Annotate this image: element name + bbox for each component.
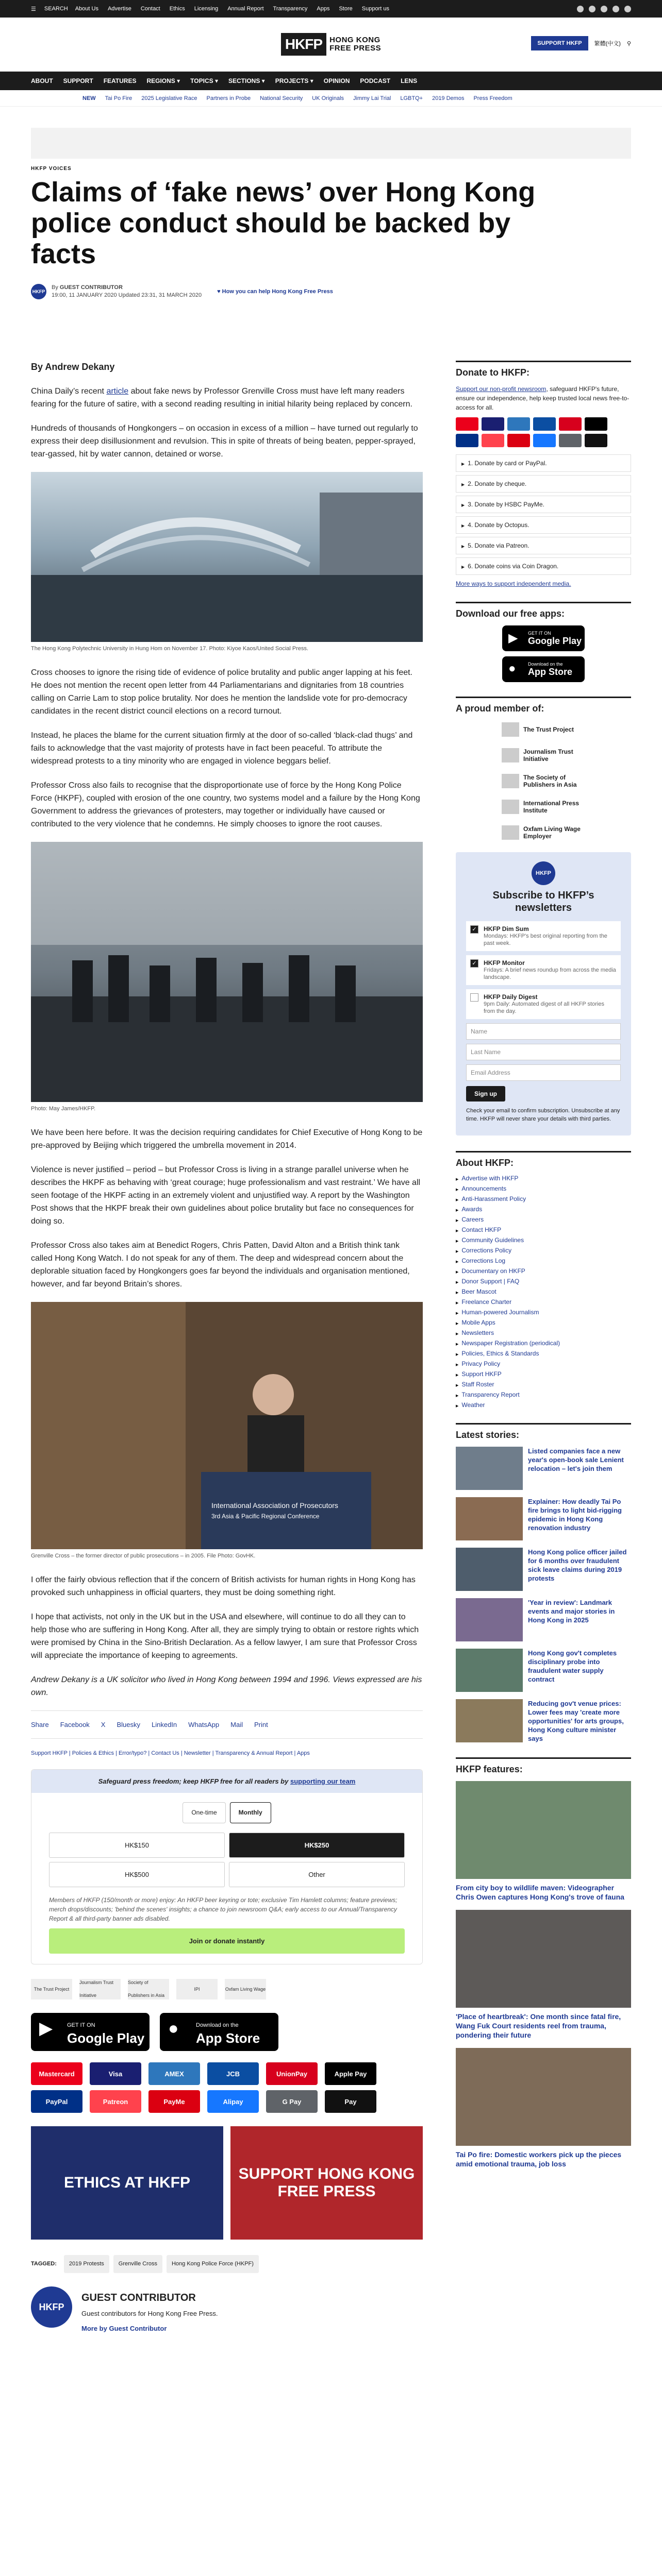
- gp-big: Google Play: [67, 2030, 145, 2046]
- member-logo-mark-icon: [502, 774, 519, 788]
- more-ways-link[interactable]: More ways to support independent media.: [456, 580, 571, 587]
- monthly-option[interactable]: Monthly: [230, 1802, 271, 1823]
- feature-story[interactable]: [456, 1781, 631, 1902]
- payment-payme-icon: PayMe: [148, 2090, 200, 2113]
- about-link-support-hkfp[interactable]: ▶ Support HKFP: [456, 1370, 631, 1378]
- paragraph-5: Professor Cross also fails to recognise that the disproportionate use of force by the Hong Kong Police Force (HKPF), coupled with erosion of the one country, two systems model and a failure by the Hong Kong Government to address the grievances of protesters, may together or individually have caused or contributed to the very violence that he condemns. He simply chooses to ignore the root causes.: [31, 781, 420, 828]
- paragraph-9: I offer the fairly obvious reflection that if the concern of British activists for human rights in Hong Kong has provoked such unhappiness in official quarters, they must be doing something right.: [31, 1575, 416, 1597]
- feature-story-image[interactable]: [456, 1910, 631, 2008]
- riot-police-scene-icon: [31, 842, 423, 1102]
- sidebar-google-play-button[interactable]: [502, 625, 585, 651]
- author-disclaimer: Andrew Dekany is a UK solicitor who lived in Hong Kong between 1994 and 1996. Views expressed are his own.: [31, 1675, 422, 1697]
- conference-speaker-icon: [31, 1302, 423, 1549]
- apple-icon: ●: [168, 2019, 179, 2038]
- amount-250[interactable]: HK$250: [229, 1833, 405, 1858]
- nav-item-sections[interactable]: SECTIONS ▾: [228, 77, 265, 84]
- social-icons: [577, 6, 631, 12]
- nav-item-projects[interactable]: PROJECTS ▾: [275, 77, 313, 84]
- about-link-contact-hkfp[interactable]: ▶ Contact HKFP: [456, 1226, 631, 1233]
- latest-story-thumbnail[interactable]: [456, 1497, 523, 1540]
- nav-item-about[interactable]: ABOUT: [31, 77, 53, 84]
- latest-story-thumbnail[interactable]: [456, 1447, 523, 1490]
- play-icon: ▶: [39, 2019, 53, 2038]
- latest-story-title[interactable]: Explainer: How deadly Tai Po fire brings to light bid-rigging epidemic in Hong Kong renovation industry: [528, 1498, 622, 1532]
- amount-other[interactable]: Other: [229, 1862, 405, 1887]
- utility-link-about-us[interactable]: About Us: [75, 6, 98, 12]
- payment-unionpay-icon: UnionPay: [266, 2062, 318, 2085]
- by-label: By: [52, 284, 58, 291]
- author-card-avatar[interactable]: HKFP: [31, 2286, 72, 2328]
- article-photo-2: [31, 842, 423, 1102]
- amount-options: [31, 1833, 422, 1887]
- member-logos: [456, 720, 631, 842]
- trending-press-freedom[interactable]: Press Freedom: [473, 95, 512, 101]
- member-name: The Society of Publishers in Asia: [523, 774, 577, 788]
- about-link-community-guidelines[interactable]: ▶ Community Guidelines: [456, 1236, 631, 1244]
- mini-payme-icon: [507, 434, 530, 447]
- member-heading: A proud member of:: [456, 697, 631, 714]
- member-the-trust-project[interactable]: [456, 720, 631, 739]
- svg-text:International Association of P: International Association of Prosecutors: [211, 1501, 338, 1510]
- help-hkfp-link[interactable]: ♥ How you can help Hong Kong Free Press: [217, 289, 333, 295]
- ethics-promo[interactable]: ETHICS AT HKFP: [31, 2126, 223, 2240]
- water-cannon-scene-icon: [31, 472, 423, 642]
- donate-option-5[interactable]: ▶ 5. Donate via Patreon.: [456, 537, 631, 554]
- payment-alipay-icon: Alipay: [207, 2090, 259, 2113]
- hkfp-badge: HKFP: [532, 861, 555, 885]
- trending-2019-demos[interactable]: 2019 Demos: [432, 95, 465, 101]
- p1-text-a: China Daily’s recent: [31, 387, 107, 396]
- about-link-careers[interactable]: ▶ Careers: [456, 1216, 631, 1223]
- newsletter-signup: [456, 852, 631, 1136]
- paragraph-4: Instead, he places the blame for the current situation firmly at the door of so-called ‘black-clad thugs’ and fails to acknowledge that the vast majority of protests have in fact been peaceful. To attribute the widespread protests to a tiny minority who are engaged in violence beggars belief.: [31, 731, 413, 766]
- svg-text:3rd Asia & Pacific Regional Co: 3rd Asia & Pacific Regional Conference: [211, 1513, 320, 1520]
- logo-line-1: HONG KONG: [329, 36, 380, 44]
- newsletter-name: HKFP Daily Digest: [484, 993, 538, 1001]
- newsletter-name: HKFP Monitor: [484, 959, 525, 967]
- latest-story-title[interactable]: 'Year in review': Landmark events and major stories in Hong Kong in 2025: [528, 1599, 615, 1624]
- latest-story[interactable]: [456, 1548, 631, 1591]
- utility-links: [75, 6, 389, 12]
- sas-big: App Store: [528, 666, 573, 677]
- about-heading: About HKFP:: [456, 1151, 631, 1168]
- payment-mastercard-icon: Mastercard: [31, 2062, 82, 2085]
- paragraph-2: Hundreds of thousands of Hongkongers – on occasion in excess of a million – have turned out regularly to express their deep disillusionment and revulsion. This in spite of threats of being beaten, pepper-sprayed, tear-gassed, hit by water cannon, detained or worse.: [31, 424, 418, 459]
- payment-g-pay-icon: G Pay: [266, 2090, 318, 2113]
- support-promo[interactable]: SUPPORT HONG KONG FREE PRESS: [230, 2126, 423, 2240]
- share-x[interactable]: X: [101, 1721, 106, 1728]
- donate-options: [456, 454, 631, 575]
- paragraph-6: We have been here before. It was the decision requiring candidates for Chief Executive of Hong Kong to be pre-approved by Beijing which triggered the umbrella movement in 2014.: [31, 1128, 423, 1150]
- subscribe-fine-print: Check your email to confirm subscription. Unsubscribe at any time. HKFP will never share your details with third parties.: [466, 1108, 620, 1122]
- member-logo-mark-icon: [502, 800, 519, 814]
- member-name: The Trust Project: [523, 726, 574, 733]
- donate-header-text: Safeguard press freedom; keep HKFP free for all readers by: [98, 1777, 290, 1785]
- search-link[interactable]: SEARCH: [44, 6, 68, 12]
- newsletter-text: [484, 925, 617, 947]
- mini-pay-icon: [585, 434, 607, 447]
- newsletter-desc: 9pm Daily: Automated digest of all HKFP stories from the day.: [484, 1001, 604, 1014]
- utility-link-annual-report[interactable]: Annual Report: [227, 6, 264, 12]
- trending-partners-in-probe[interactable]: Partners in Probe: [206, 95, 251, 101]
- one-time-option[interactable]: One-time: [183, 1802, 225, 1823]
- about-link-anti-harassment-policy[interactable]: ▶ Anti-Harassment Policy: [456, 1195, 631, 1202]
- about-link-mobile-apps[interactable]: ▶ Mobile Apps: [456, 1319, 631, 1326]
- about-link-beer-mascot[interactable]: ▶ Beer Mascot: [456, 1288, 631, 1295]
- utility-link-ethics[interactable]: Ethics: [169, 6, 185, 12]
- payment-visa-icon: Visa: [90, 2062, 141, 2085]
- non-profit-link[interactable]: Support our non-profit newsroom: [456, 385, 547, 393]
- youtube-icon[interactable]: [613, 6, 619, 12]
- paragraph-10: I hope that activists, not only in the UK but in the USA and elsewhere, will continue to do all they can to help those who are suffering in Hong Kong. After all, they are simply trying to obtain or restore rights which were promised by China in the Sino-British Declaration. As a fellow lawyer, I am sure that Professor Cross will appreciate the importance of keeping to agreements.: [31, 1613, 419, 1660]
- latest-story[interactable]: [456, 1447, 631, 1490]
- policy-links[interactable]: Support HKFP | Policies & Ethics | Error/typo? | Contact Us | Newsletter | Transparency & Annual Report | Apps: [31, 1750, 310, 1756]
- about-link-transparency-report[interactable]: ▶ Transparency Report: [456, 1391, 631, 1398]
- latest-story-thumbnail[interactable]: [456, 1548, 523, 1591]
- feature-story-title[interactable]: From city boy to wildlife maven: Videographer Chris Owen captures Hong Kong's trove of fauna: [456, 1884, 624, 1901]
- top-utility-bar: [0, 0, 662, 18]
- share-linkedin[interactable]: LinkedIn: [152, 1721, 177, 1728]
- author-avatar[interactable]: HKFP: [31, 284, 46, 299]
- nav-item-lens[interactable]: LENS: [401, 77, 418, 84]
- latest-story-title[interactable]: Listed companies face a new year's open-book sale Lenient relocation – let's join them: [528, 1447, 624, 1472]
- latest-story[interactable]: [456, 1699, 631, 1743]
- member-name: International Press Institute: [523, 800, 580, 814]
- donate-option-1[interactable]: ▶ 1. Donate by card or PayPal.: [456, 454, 631, 472]
- member-name: Oxfam Living Wage Employer: [523, 825, 581, 840]
- trending-national-security[interactable]: National Security: [260, 95, 303, 101]
- member-logo-mark-icon: [502, 748, 519, 762]
- trending-uk-originals[interactable]: UK Originals: [312, 95, 344, 101]
- about-link-awards[interactable]: ▶ Awards: [456, 1206, 631, 1213]
- member-name: Journalism Trust Initiative: [523, 748, 573, 762]
- utility-link-advertise[interactable]: Advertise: [107, 6, 131, 12]
- about-link-weather[interactable]: ▶ Weather: [456, 1401, 631, 1409]
- header-actions: [531, 36, 631, 50]
- section-label[interactable]: HKFP VOICES: [31, 166, 72, 172]
- newsletter-name: HKFP Dim Sum: [484, 925, 529, 933]
- menu-icon[interactable]: ☰: [31, 6, 36, 12]
- payment-jcb-icon: JCB: [207, 2062, 259, 2085]
- more-by-author-link[interactable]: More by Guest Contributor: [81, 2325, 167, 2332]
- partner-logos: [31, 1979, 423, 1999]
- nav-item-regions[interactable]: REGIONS ▾: [146, 77, 180, 84]
- partner-logo-oxfam-living-wage[interactable]: Oxfam Living Wage: [225, 1979, 266, 1999]
- feature-story[interactable]: [456, 1910, 631, 2040]
- about-link-staff-roster[interactable]: ▶ Staff Roster: [456, 1381, 631, 1388]
- about-link-policies-ethics-standards[interactable]: ▶ Policies, Ethics & Standards: [456, 1350, 631, 1357]
- latest-story[interactable]: [456, 1497, 631, 1540]
- site-header: [0, 18, 662, 72]
- tags-label: TAGGED:: [31, 2261, 57, 2267]
- newsletter-checkbox[interactable]: ✓: [470, 959, 478, 968]
- share-facebook[interactable]: Facebook: [60, 1721, 90, 1728]
- about-link-human-powered-journalism[interactable]: ▶ Human-powered Journalism: [456, 1309, 631, 1316]
- feature-stories: [456, 1781, 631, 2168]
- tag-grenville-cross[interactable]: Grenville Cross: [113, 2255, 162, 2273]
- payment-patreon-icon: Patreon: [90, 2090, 141, 2113]
- p1-text-b: about fake news by Professor Grenville Cross must have left many readers fearing for the future of satire, with a second reading resulting in initial hilarity being replaced by concern.: [31, 387, 412, 409]
- amount-500[interactable]: HK$500: [49, 1862, 225, 1887]
- newsletter-options: [466, 921, 621, 1019]
- donate-option-6[interactable]: ▶ 6. Donate coins via Coin Dragon.: [456, 557, 631, 575]
- gp-small: GET IT ON: [67, 2022, 95, 2028]
- donate-lead-text: , safeguard HKFP's future, ensure our independence, help keep trusted local news free-to-access for all.: [456, 385, 630, 411]
- trending-lgbtq[interactable]: LGBTQ+: [400, 95, 423, 101]
- utility-link-apps[interactable]: Apps: [317, 6, 330, 12]
- member-logo-mark-icon: [502, 825, 519, 840]
- mini-jcb-icon: [533, 417, 556, 431]
- article-body: [31, 361, 423, 2335]
- latest-stories: [456, 1447, 631, 1743]
- newsletter-text: [484, 993, 617, 1015]
- about-link-corrections-policy[interactable]: ▶ Corrections Policy: [456, 1247, 631, 1254]
- payment-methods: [31, 2062, 423, 2113]
- about-link-corrections-log[interactable]: ▶ Corrections Log: [456, 1257, 631, 1264]
- amount-150[interactable]: HK$150: [49, 1833, 225, 1858]
- logo-line-2: FREE PRESS: [329, 44, 382, 53]
- play-icon: ▶: [508, 631, 518, 645]
- donate-option-4[interactable]: ▶ 4. Donate by Octopus.: [456, 516, 631, 534]
- language-switch[interactable]: 繁體(中文): [594, 41, 621, 47]
- nav-item-opinion[interactable]: OPINION: [323, 77, 350, 84]
- as-big: App Store: [196, 2030, 260, 2046]
- byline-meta: [52, 284, 202, 299]
- promo-banners: [31, 2126, 423, 2240]
- about-link-advertise-with-hkfp[interactable]: ▶ Advertise with HKFP: [456, 1175, 631, 1182]
- latest-story[interactable]: [456, 1649, 631, 1692]
- feature-story-image[interactable]: [456, 1781, 631, 1879]
- share-bluesky[interactable]: Bluesky: [117, 1721, 140, 1728]
- payment-pay-icon: Pay: [325, 2090, 376, 2113]
- latest-story-thumbnail[interactable]: [456, 1649, 523, 1692]
- ad-banner[interactable]: [31, 128, 631, 159]
- sgp-small: GET IT ON: [528, 630, 551, 636]
- sign-up-button[interactable]: Sign up: [466, 1086, 505, 1101]
- donate-heading: Donate to HKFP:: [456, 361, 631, 378]
- nav-item-support[interactable]: SUPPORT: [63, 77, 93, 84]
- latest-story-thumbnail[interactable]: [456, 1699, 523, 1742]
- utility-link-support-us[interactable]: Support us: [361, 6, 389, 12]
- logo-text: [329, 36, 381, 53]
- author-link[interactable]: GUEST CONTRIBUTOR: [59, 284, 123, 291]
- latest-story-thumbnail[interactable]: [456, 1598, 523, 1641]
- article-header: [31, 166, 631, 299]
- share-bar: [31, 1710, 423, 1739]
- feature-story-title[interactable]: Tai Po fire: Domestic workers pick up the pieces amid emotional trauma, job loss: [456, 2150, 622, 2168]
- share-mail[interactable]: Mail: [230, 1721, 243, 1728]
- last-name-input[interactable]: Last Name: [466, 1044, 621, 1060]
- latest-story-title[interactable]: Reducing gov't venue prices: Lower fees may 'create more opportunities' for arts groups, Hong Kong culture minister says: [528, 1700, 624, 1742]
- share-share[interactable]: Share: [31, 1721, 49, 1728]
- about-link-newspaper-registration-periodical[interactable]: ▶ Newspaper Registration (periodical): [456, 1340, 631, 1347]
- member-journalism-trust-initiative[interactable]: [456, 746, 631, 765]
- mini-g-pay-icon: [559, 434, 582, 447]
- apps-heading: Download our free apps:: [456, 602, 631, 619]
- payment-paypal-icon: PayPal: [31, 2090, 82, 2113]
- sidebar-app-store-button[interactable]: [502, 656, 585, 682]
- newsletter-hkfp-dim-sum[interactable]: [466, 921, 621, 951]
- publish-dates: 19:00, 11 JANUARY 2020 Updated 23:31, 31 MARCH 2020: [52, 292, 202, 298]
- subscribe-heading: Subscribe to HKFP’s newsletters: [492, 890, 594, 913]
- article-title: Claims of ‘fake news’ over Hong Kong police conduct should be backed by facts: [31, 177, 536, 269]
- tag-hong-kong-police-force-hkpf[interactable]: Hong Kong Police Force (HKPF): [167, 2255, 259, 2273]
- newsletter-hkfp-daily-digest[interactable]: [466, 989, 621, 1019]
- newsletter-desc: Fridays: A brief news roundup from across the media landscape.: [484, 967, 616, 980]
- mini-mastercard-icon: [456, 417, 478, 431]
- logo-mark: HKFP: [281, 33, 326, 56]
- join-donate-button[interactable]: Join or donate instantly: [49, 1928, 405, 1954]
- partner-logo-society-of-publishers-in-asia[interactable]: Society of Publishers in Asia: [128, 1979, 169, 1999]
- trending-nav: [0, 90, 662, 107]
- utility-link-transparency[interactable]: Transparency: [273, 6, 308, 12]
- about-links: [456, 1175, 631, 1409]
- feature-story[interactable]: [456, 2048, 631, 2168]
- donate-lead: [456, 384, 631, 412]
- trending-jimmy-lai-trial[interactable]: Jimmy Lai Trial: [353, 95, 391, 101]
- mini-unionpay-icon: [559, 417, 582, 431]
- caption-3: Grenville Cross – the former director of public prosecutions – in 2005. File Photo: GovHK.: [31, 1553, 256, 1559]
- partner-logo-the-trust-project[interactable]: The Trust Project: [31, 1979, 72, 1999]
- trending-tai-po-fire[interactable]: Tai Po Fire: [105, 95, 133, 101]
- newsletter-checkbox[interactable]: [470, 993, 478, 1002]
- main-nav: [0, 72, 662, 90]
- paragraph-7: Violence is never justified – period – but Professor Cross is living in a strange parallel universe when he describes the HKPF as behaving with ‘great courage; huge professionalism and vast restraint.’ We have all seen footage of the HKPF acting in an extremely violent and unjustified way. A report by the Washington Post shows that the HKPF break their own guidelines about police brutality but face no consequences for doing so.: [31, 1165, 421, 1226]
- member-logo-mark-icon: [502, 722, 519, 737]
- byline: [31, 284, 631, 299]
- member-international-press-institute[interactable]: [456, 798, 631, 816]
- paragraph-8: Professor Cross also takes aim at Benedict Rogers, Chris Patten, David Alton and a British think tank called Hong Kong Watch. I do not speak for any of them. The deep and widespread concern about the deplorable situation faced by Hongkongers goes far beyond the individuals and organisation mentioned, however, and far beyond Britain’s shores.: [31, 1241, 410, 1289]
- about-link-documentary-on-hkfp[interactable]: ▶ Documentary on HKFP: [456, 1267, 631, 1275]
- feature-story-image[interactable]: [456, 2048, 631, 2146]
- facebook-icon[interactable]: [577, 6, 584, 12]
- about-link-freelance-charter[interactable]: ▶ Freelance Charter: [456, 1298, 631, 1306]
- utility-link-store[interactable]: Store: [339, 6, 353, 12]
- frequency-toggle: [31, 1802, 422, 1823]
- latest-story[interactable]: [456, 1598, 631, 1641]
- mini-visa-icon: [482, 417, 504, 431]
- telegram-icon[interactable]: [624, 6, 631, 12]
- donate-widget: [31, 1769, 423, 1964]
- utility-link-contact[interactable]: Contact: [140, 6, 160, 12]
- support-hkfp-button[interactable]: SUPPORT HKFP: [531, 36, 588, 50]
- mini-amex-icon: [507, 417, 530, 431]
- about-link-newsletters[interactable]: ▶ Newsletters: [456, 1329, 631, 1336]
- nav-item-topics[interactable]: TOPICS ▾: [190, 77, 218, 84]
- article-photo-3: [31, 1302, 423, 1549]
- partner-logo-journalism-trust-initiative[interactable]: Journalism Trust Initiative: [79, 1979, 121, 1999]
- new-badge: NEW: [82, 95, 96, 101]
- mini-apple-pay-icon: [585, 417, 607, 431]
- payment-amex-icon: AMEX: [148, 2062, 200, 2085]
- latest-heading: Latest stories:: [456, 1423, 631, 1440]
- author-line: By Andrew Dekany: [31, 362, 115, 372]
- article-photo-1: [31, 472, 423, 642]
- author-card-name[interactable]: GUEST CONTRIBUTOR: [81, 2292, 196, 2303]
- donate-option-2[interactable]: ▶ 2. Donate by cheque.: [456, 475, 631, 493]
- mini-paypal-icon: [456, 434, 478, 447]
- sidebar: [456, 361, 631, 2177]
- newsletter-hkfp-monitor[interactable]: [466, 955, 621, 985]
- partner-logo-ipi[interactable]: IPI: [176, 1979, 218, 1999]
- about-link-privacy-policy[interactable]: ▶ Privacy Policy: [456, 1360, 631, 1367]
- nav-item-features[interactable]: FEATURES: [103, 77, 137, 84]
- about-link-donor-support-faq[interactable]: ▶ Donor Support | FAQ: [456, 1278, 631, 1285]
- caption-2: Photo: May James/HKFP.: [31, 1106, 96, 1112]
- member-the-society-of-publishers-in-asia[interactable]: [456, 772, 631, 790]
- mini-alipay-icon: [533, 434, 556, 447]
- caption-1: The Hong Kong Polytechnic University in Hung Hom on November 17. Photo: Kiyoe Kaos/United Social Press.: [31, 646, 309, 652]
- donate-widget-header: [31, 1770, 422, 1793]
- x-icon[interactable]: [589, 6, 595, 12]
- utility-link-licensing[interactable]: Licensing: [194, 6, 219, 12]
- tag-2019-protests[interactable]: 2019 Protests: [64, 2255, 109, 2273]
- member-benefits: Members of HKFP (150/month or more) enjoy: An HKFP beer keyring or tote; exclusive Tim Hamlett columns; feature previews; merch drops/discounts; 'behind the scenes' insights; a chance to join newsroom Q&A; early access to our Annual/Transparency Report & all third-party banner ads disabled.: [49, 1896, 398, 1922]
- china-daily-article-link[interactable]: article: [106, 387, 129, 396]
- newsletter-desc: Mondays: HKFP's best original reporting from the past week.: [484, 933, 607, 946]
- share-whatsapp[interactable]: WhatsApp: [188, 1721, 220, 1728]
- apple-icon: ●: [508, 662, 516, 675]
- about-link-announcements[interactable]: ▶ Announcements: [456, 1185, 631, 1192]
- nav-item-podcast[interactable]: PODCAST: [360, 77, 391, 84]
- email-input[interactable]: Email Address: [466, 1064, 621, 1081]
- latest-story-title[interactable]: Hong Kong police officer jailed for 6 months over fraudulent sick leave claims during 2019 protests: [528, 1548, 627, 1582]
- sas-small: Download on the: [528, 661, 563, 667]
- latest-story-title[interactable]: Hong Kong gov't completes disciplinary probe into fraudulent water supply contract: [528, 1649, 617, 1683]
- author-card: [31, 2286, 423, 2335]
- article-tags: [31, 2255, 423, 2273]
- newsletter-text: [484, 959, 617, 981]
- app-store-buttons: [31, 2013, 423, 2051]
- trending-2025-legislative-race[interactable]: 2025 Legislative Race: [141, 95, 197, 101]
- search-icon[interactable]: ⚲: [626, 40, 631, 47]
- name-input[interactable]: Name: [466, 1023, 621, 1040]
- member-oxfam-living-wage-employer[interactable]: [456, 823, 631, 842]
- instagram-icon[interactable]: [601, 6, 607, 12]
- sgp-big: Google Play: [528, 635, 582, 646]
- site-logo[interactable]: [281, 33, 381, 56]
- author-card-bio: Guest contributors for Hong Kong Free Press.: [81, 2310, 218, 2317]
- share-print[interactable]: Print: [254, 1721, 268, 1728]
- donate-option-3[interactable]: ▶ 3. Donate by HSBC PayMe.: [456, 496, 631, 513]
- mini-patreon-icon: [482, 434, 504, 447]
- feature-story-title[interactable]: 'Place of heartbreak': One month since fatal fire, Wang Fuk Court residents reel from trauma, pondering their future: [456, 2012, 621, 2039]
- as-small: Download on the: [196, 2022, 239, 2028]
- app-store-button[interactable]: [160, 2013, 278, 2051]
- support-team-link[interactable]: supporting our team: [290, 1777, 356, 1785]
- payment-apple-pay-icon: Apple Pay: [325, 2062, 376, 2085]
- features-heading: HKFP features:: [456, 1757, 631, 1775]
- paragraph-3: Cross chooses to ignore the rising tide of evidence of police brutality and public anger lapping at his feet. He does not mention the recent open letter from 44 Parliamentarians and dignitaries from 18 countries calling on Carrie Lam to stop police brutality. Nor does he mention the landslide vote for pro-democracy candidates in the recent district council elections on a record turnout.: [31, 668, 412, 716]
- google-play-button[interactable]: [31, 2013, 150, 2051]
- paragraph-1: [31, 385, 423, 411]
- newsletter-checkbox[interactable]: ✓: [470, 925, 478, 934]
- sidebar-payment-icons: [456, 417, 631, 447]
